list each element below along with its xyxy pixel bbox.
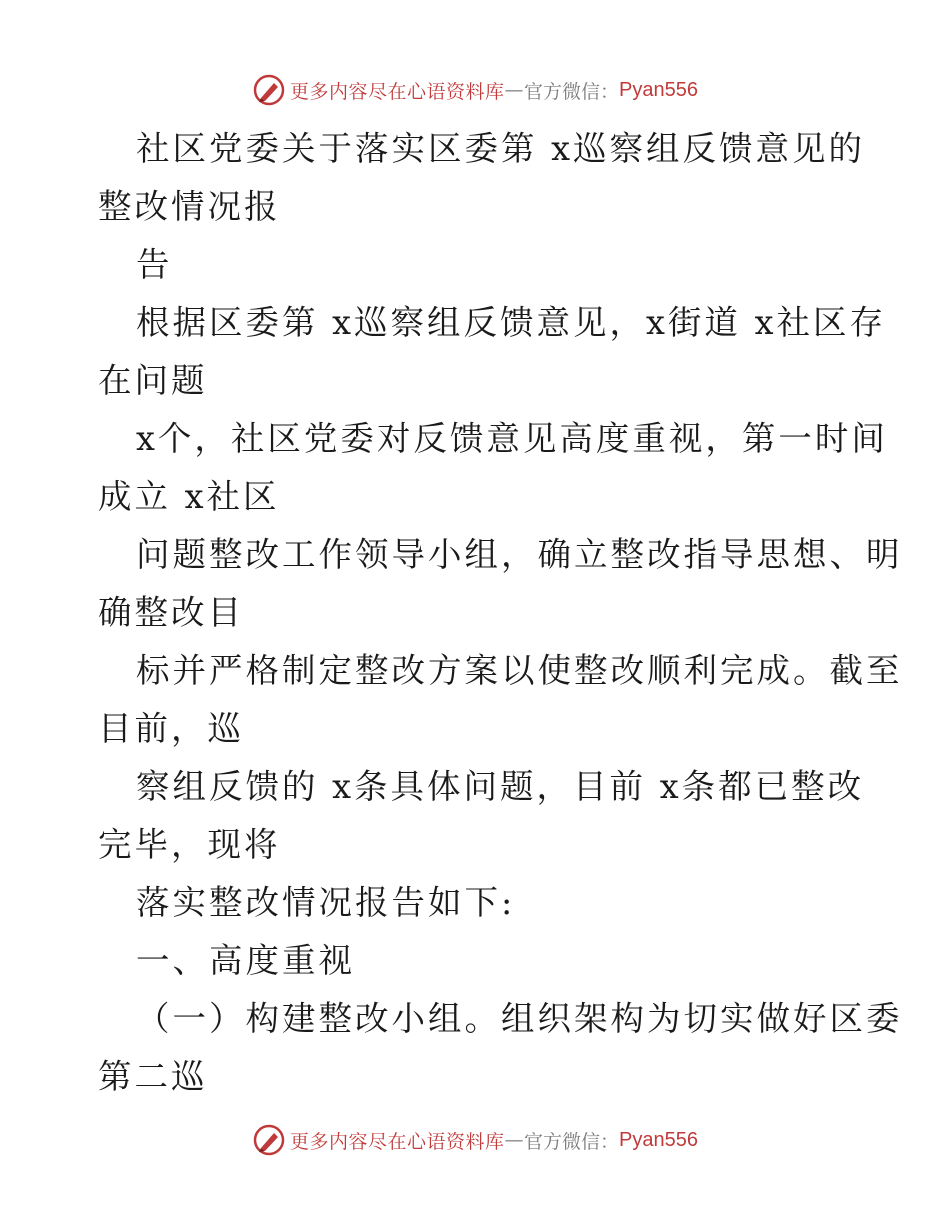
text-line: 问题整改工作领导小组，确立整改指导思想、明 <box>136 535 903 574</box>
pen-logo-icon <box>252 73 286 107</box>
text-line: 察组反馈的 x条具体问题，目前 x条都已整改 <box>136 767 865 806</box>
section-heading: 一、高度重视 <box>136 941 355 980</box>
text-line: （一）构建整改小组。组织架构为切实做好区委 <box>136 999 903 1038</box>
watermark-wechat-label: 官方微信： <box>524 1130 620 1153</box>
watermark-text: 更多内容尽在心语资料库 <box>290 1130 505 1153</box>
watermark-separator: — <box>504 79 525 101</box>
footer-watermark <box>0 1120 950 1160</box>
text-line: 确整改目 <box>98 593 244 632</box>
text-line: 告 <box>136 245 173 284</box>
text-line: 根据区委第 x巡察组反馈意见，x街道 x社区存 <box>136 303 886 342</box>
text-line: x个，社区党委对反馈意见高度重视，第一时间 <box>136 419 888 458</box>
text-line: 社区党委关于落实区委第 x巡察组反馈意见的 <box>136 129 866 168</box>
text-line: 整改情况报 <box>98 187 281 226</box>
watermark-wechat-id: Pyan556 <box>619 1128 698 1151</box>
watermark-wechat-id: Pyan556 <box>619 78 698 101</box>
text-line: 落实整改情况报告如下: <box>136 883 516 922</box>
text-line: 成立 x社区 <box>98 477 280 516</box>
pen-logo-icon <box>252 1123 286 1157</box>
header-watermark <box>0 70 950 110</box>
text-line: 完毕，现将 <box>98 825 281 864</box>
text-line: 第二巡 <box>98 1057 208 1096</box>
text-line: 标并严格制定整改方案以使整改顺利完成。截至 <box>136 651 903 690</box>
text-line: 目前，巡 <box>98 709 244 748</box>
document-body <box>98 120 903 1106</box>
watermark-text: 更多内容尽在心语资料库 <box>290 80 505 103</box>
text-line: 在问题 <box>98 361 208 400</box>
watermark-wechat-label: 官方微信： <box>524 80 620 103</box>
watermark-separator: — <box>504 1129 525 1151</box>
